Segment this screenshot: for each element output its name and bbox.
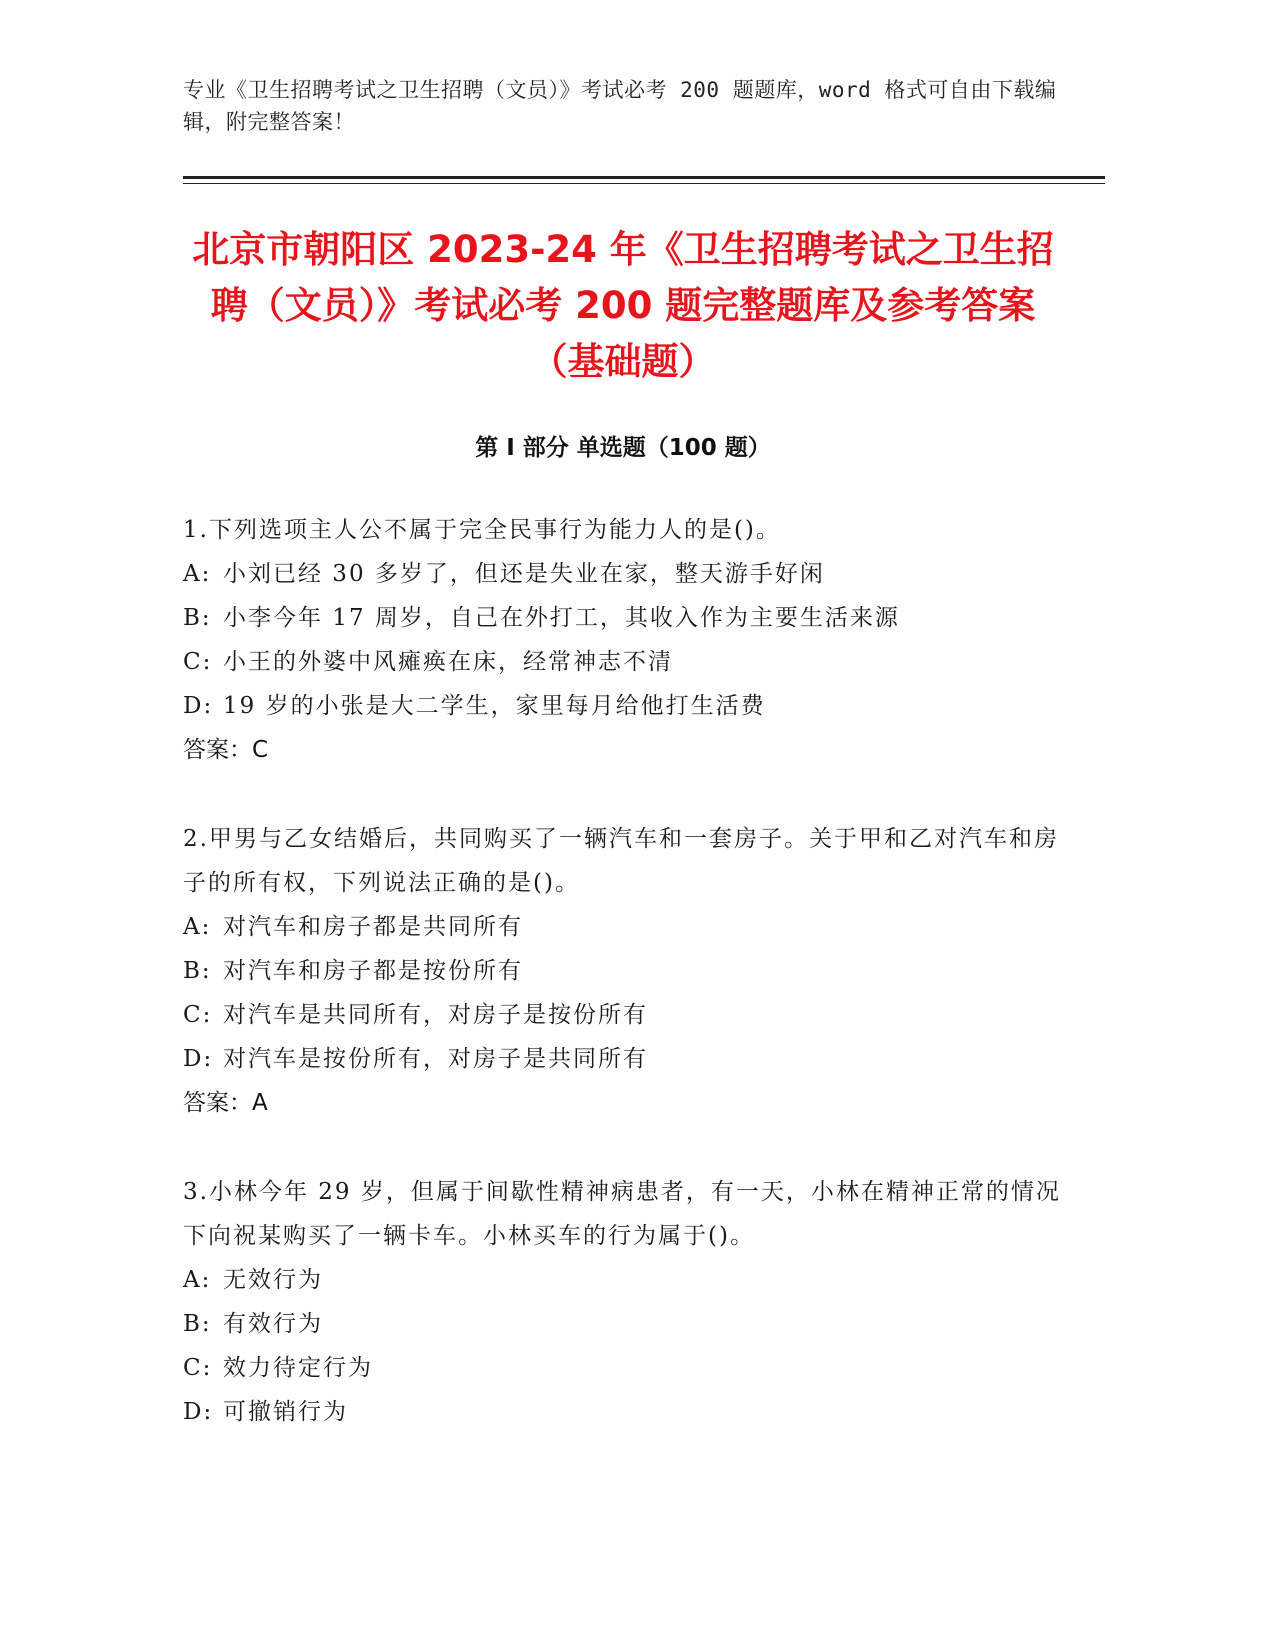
option-text: 效力待定行为	[223, 1355, 373, 1381]
answer-label: 答案：	[183, 737, 252, 763]
option-text: 19 岁的小张是大二学生，家里每月给他打生活费	[223, 693, 766, 719]
option-letter: B:	[183, 958, 212, 984]
option-text: 小刘已经 30 多岁了，但还是失业在家，整天游手好闲	[223, 561, 825, 587]
option-d	[183, 1390, 1063, 1434]
option-c	[183, 993, 1063, 1037]
answer-label: 答案：	[183, 1090, 252, 1116]
option-d	[183, 684, 1063, 728]
option-text: 无效行为	[223, 1267, 323, 1293]
question-text: 2.甲男与乙女结婚后，共同购买了一辆汽车和一套房子。关于甲和乙对汽车和房子的所有权，下列说法正确的是()。	[183, 826, 1059, 896]
option-c	[183, 640, 1063, 684]
document-title: 北京市朝阳区 2023-24 年《卫生招聘考试之卫生招聘（文员）》考试必考 200 题完整题库及参考答案（基础题）	[192, 228, 1054, 383]
option-a	[183, 905, 1063, 949]
answer-line	[183, 728, 1063, 772]
answer-line	[183, 1081, 1063, 1125]
section-title: 第 I 部分 单选题（100 题）	[475, 435, 771, 461]
option-text: 对汽车是共同所有，对房子是按份所有	[223, 1002, 648, 1028]
option-text: 有效行为	[223, 1311, 323, 1337]
header-divider-thin	[183, 183, 1105, 184]
option-d	[183, 1037, 1063, 1081]
question-2	[183, 817, 1063, 1125]
question-1	[183, 508, 1063, 772]
option-letter: D:	[183, 1046, 214, 1072]
option-letter: B:	[183, 605, 212, 631]
option-text: 对汽车和房子都是按份所有	[223, 958, 523, 984]
option-letter: C:	[183, 1355, 213, 1381]
option-b	[183, 949, 1063, 993]
option-text: 小王的外婆中风瘫痪在床，经常神志不清	[223, 649, 673, 675]
option-letter: A:	[183, 1267, 212, 1293]
option-letter: C:	[183, 649, 213, 675]
option-letter: D:	[183, 1399, 214, 1425]
option-text: 小李今年 17 周岁，自己在外打工，其收入作为主要生活来源	[223, 605, 900, 631]
option-a	[183, 552, 1063, 596]
option-b	[183, 1302, 1063, 1346]
option-b	[183, 596, 1063, 640]
header-divider-thick	[183, 176, 1105, 179]
option-c	[183, 1346, 1063, 1390]
option-letter: D:	[183, 693, 214, 719]
option-text: 对汽车和房子都是共同所有	[223, 914, 523, 940]
option-a	[183, 1258, 1063, 1302]
option-text: 可撤销行为	[223, 1399, 348, 1425]
option-letter: C:	[183, 1002, 213, 1028]
question-text: 3.小林今年 29 岁，但属于间歇性精神病患者，有一天，小林在精神正常的情况下向祝某购买了一辆卡车。小林买车的行为属于()。	[183, 1179, 1061, 1249]
answer-value: C	[252, 737, 269, 763]
question-list	[183, 508, 1063, 1479]
option-letter: A:	[183, 914, 212, 940]
question-text: 1.下列选项主人公不属于完全民事行为能力人的是()。	[183, 517, 781, 543]
option-text: 对汽车是按份所有，对房子是共同所有	[223, 1046, 648, 1072]
header-note: 专业《卫生招聘考试之卫生招聘（文员）》考试必考 200 题题库，word 格式可自由下载编辑，附完整答案！	[183, 78, 1057, 134]
answer-value: A	[252, 1090, 268, 1116]
option-letter: B:	[183, 1311, 212, 1337]
question-3	[183, 1170, 1063, 1434]
option-letter: A:	[183, 561, 212, 587]
